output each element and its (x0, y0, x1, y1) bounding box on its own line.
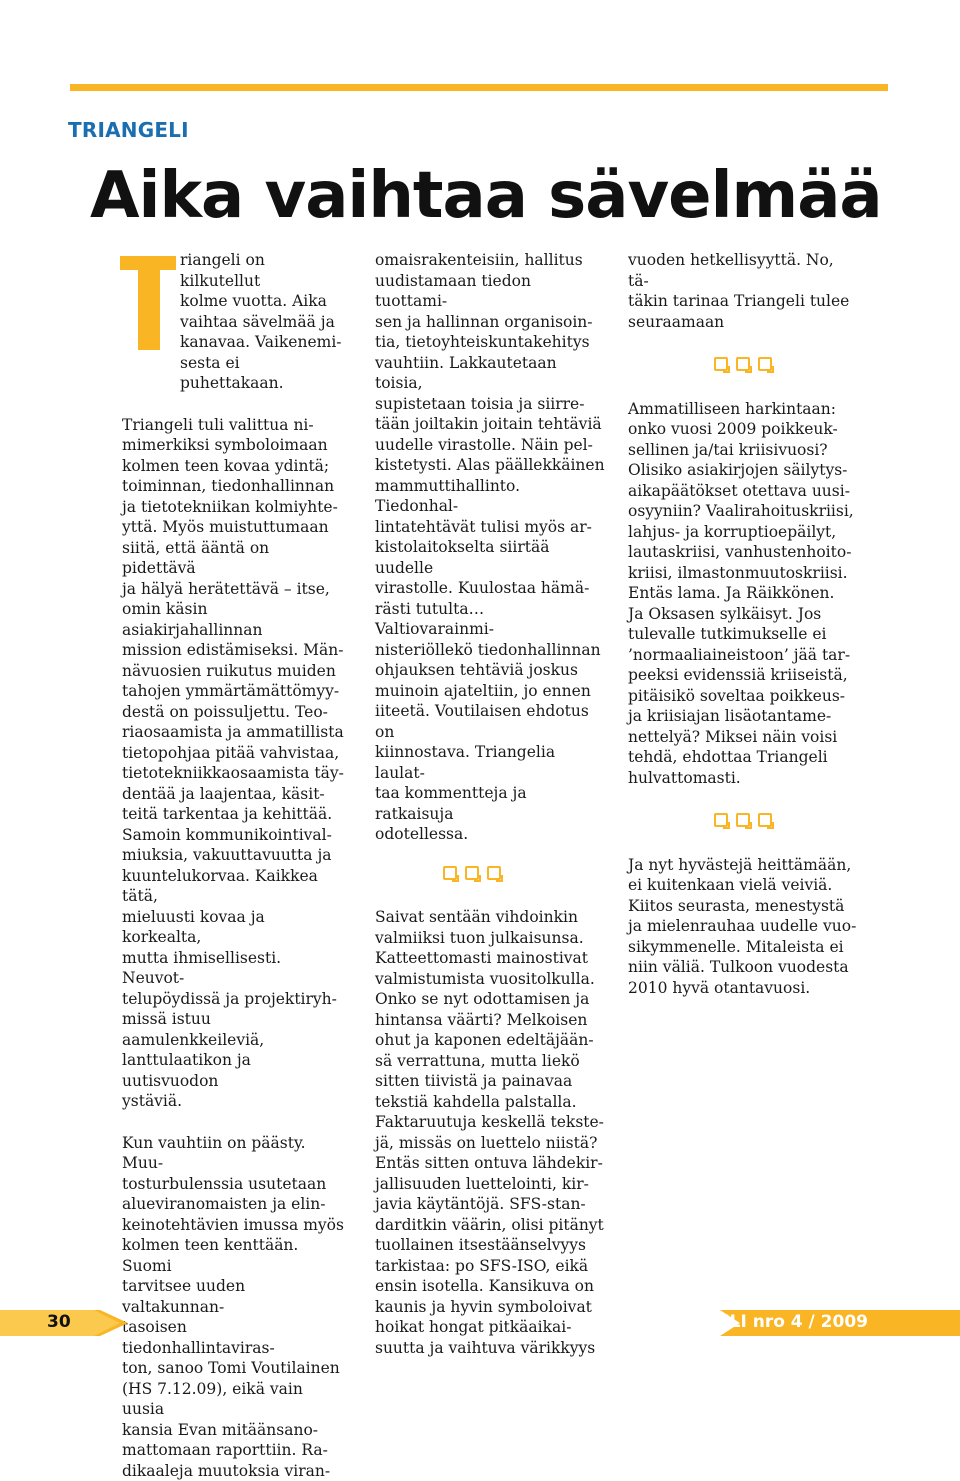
text-line: Onko se nyt odottamisen ja (375, 989, 605, 1010)
article-headline: Aika vaihtaa sävelmää (90, 156, 882, 236)
article-column-1 (122, 250, 344, 1481)
article-column-3 (628, 250, 858, 998)
text-line: sikymmenelle. Mitaleista ei (628, 937, 858, 958)
text-line: tietopohjaa pitää vahvistaa, (122, 743, 344, 764)
text-line: kriisi, ilmastonmuutoskriisi. (628, 563, 858, 584)
text-line: supistetaan toisia ja siirre- (375, 394, 605, 415)
text-line: ystäviä. (122, 1091, 344, 1112)
text-line: kistetysti. Alas päällekkäinen (375, 455, 605, 476)
text-line: kistolaitokselta siirtää uudelle (375, 537, 605, 578)
paragraph (375, 250, 605, 845)
text-line: sellinen ja/tai kriisivuosi? (628, 440, 858, 461)
text-line: täkin tarinaa Triangeli tulee (628, 291, 858, 312)
text-line: lintatehtävät tulisi myös ar- (375, 517, 605, 538)
text-line: hulvattomasti. (628, 768, 858, 789)
text-line: Samoin kommunikointival- (122, 825, 344, 846)
issue-label: FAILI nro 4 / 2009 (701, 1312, 869, 1332)
text-line: keinotehtävien imussa myös (122, 1215, 344, 1236)
text-line: mutta ihmisellisesti. Neuvot- (122, 948, 344, 989)
text-line: pitäisikö soveltaa poikkeus- (628, 686, 858, 707)
text-line: miuksia, vakuuttavuutta ja (122, 845, 344, 866)
text-line: Olisiko asiakirjojen säilytys- (628, 460, 858, 481)
section-separator (375, 865, 605, 886)
text-line: kanavaa. Vaikenemi- (180, 332, 344, 353)
section-label: TRIANGELI (68, 118, 189, 142)
text-line: Saivat sentään vihdoinkin (375, 907, 605, 928)
section-separator (628, 356, 858, 377)
text-line: tasoisen tiedonhallintaviras- (122, 1317, 344, 1358)
text-line: ensin isotella. Kansikuva on (375, 1276, 605, 1297)
text-line: ja hälyä herätettävä – itse, (122, 579, 344, 600)
text-line: tietotekniikkaosaamista täy- (122, 763, 344, 784)
text-line: nisteriöllekö tiedonhallinnan (375, 640, 605, 661)
paragraph (628, 399, 858, 789)
text-line: javia käytäntöjä. SFS-stan- (375, 1194, 605, 1215)
text-line: ja mielenrauhaa uudelle vuo- (628, 916, 858, 937)
text-line: seuraamaan (628, 312, 858, 333)
text-line: kolmen teen kenttään. Suomi (122, 1235, 344, 1276)
text-line: missä istuu aamulenkkeileviä, (122, 1009, 344, 1050)
text-line: ja kriisiajan lisäotantame- (628, 706, 858, 727)
text-line: ’normaaliaineistoon’ jää tar- (628, 645, 858, 666)
text-line: hintansa väärti? Melkoisen (375, 1010, 605, 1031)
paragraph (628, 855, 858, 999)
box-bullet-icon (465, 866, 479, 880)
text-line: riangeli on kilkutellut (180, 250, 344, 291)
text-line: Katteettomasti mainostivat (375, 948, 605, 969)
text-line: toiminnan, tiedonhallinnan (122, 476, 344, 497)
text-line: sesta ei puhettakaan. (180, 353, 344, 394)
text-line: tehdä, ehdottaa Triangeli (628, 747, 858, 768)
text-line: valmiiksi tuon julkaisunsa. (375, 928, 605, 949)
text-line: jä, missäs on luettelo niistä? (375, 1133, 605, 1154)
box-bullet-icon (736, 357, 750, 371)
paragraph (122, 1133, 344, 1481)
text-line: Entäs sitten ontuva lähdekir- (375, 1153, 605, 1174)
box-bullet-icon (487, 866, 501, 880)
article-column-2 (375, 250, 605, 1358)
text-line: sen ja hallinnan organisoin- (375, 312, 605, 333)
text-line: sä verrattuna, mutta liekö (375, 1051, 605, 1072)
text-line: suutta ja vaihtuva värikkyys (375, 1338, 605, 1359)
text-line: hoikat hongat pitkäaikai- (375, 1317, 605, 1338)
text-line: ja tietotekniikan kolmiyhte- (122, 497, 344, 518)
text-line: tarvitsee uuden valtakunnan- (122, 1276, 344, 1317)
section-separator (628, 812, 858, 833)
text-line: tuollainen itsestäänselvyys (375, 1235, 605, 1256)
text-line: tahojen ymmärtämättömyy- (122, 681, 344, 702)
text-line: mimerkiksi symboloimaan (122, 435, 344, 456)
text-line: yttä. Myös muistuttumaan (122, 517, 344, 538)
text-line: destä on poissuljettu. Teo- (122, 702, 344, 723)
text-line: teitä tarkentaa ja kehittää. (122, 804, 344, 825)
text-line: dentää ja laajentaa, käsit- (122, 784, 344, 805)
box-bullet-icon (758, 357, 772, 371)
text-line: vaihtaa sävelmää ja (180, 312, 344, 333)
text-line: nävuosien ruikutus muiden (122, 661, 344, 682)
text-line: taa kommentteja ja ratkaisuja (375, 783, 605, 824)
text-line: kolmen teen kovaa ydintä; (122, 456, 344, 477)
text-line: vauhtiin. Lakkautetaan toisia, (375, 353, 605, 394)
text-line: onko vuosi 2009 poikkeuk- (628, 419, 858, 440)
text-line: uudelle virastolle. Näin pel- (375, 435, 605, 456)
text-line: tosturbulenssia usutetaan (122, 1174, 344, 1195)
text-line: kiinnostava. Triangelia laulat- (375, 742, 605, 783)
text-line: tään joiltakin joitain tehtäviä (375, 414, 605, 435)
text-line: alueviranomaisten ja elin- (122, 1194, 344, 1215)
text-line: ton, sanoo Tomi Voutilainen (122, 1358, 344, 1379)
text-line: mission edistämiseksi. Män- (122, 640, 344, 661)
text-line: Triangeli tuli valittua ni- (122, 415, 344, 436)
text-line: lanttulaatikon ja uutisvuodon (122, 1050, 344, 1091)
text-line: Ammatilliseen harkintaan: (628, 399, 858, 420)
paragraph (628, 250, 858, 332)
text-line: lahjus- ja korruptioepäilyt, (628, 522, 858, 543)
text-line: muinoin ajateltiin, jo ennen (375, 681, 605, 702)
text-line: Faktaruutuja keskellä tekste- (375, 1112, 605, 1133)
text-line: darditkin väärin, olisi pitänyt (375, 1215, 605, 1236)
text-line: niin väliä. Tulkoon vuodesta (628, 957, 858, 978)
text-line: valmistumista vuositolkulla. (375, 969, 605, 990)
text-line: Entäs lama. Ja Räikkönen. (628, 583, 858, 604)
text-line: jallisuuden luettelointi, kir- (375, 1174, 605, 1195)
text-line: dikaaleja muutoksia viran- (122, 1461, 344, 1481)
text-line: virastolle. Kuulostaa hämä- (375, 578, 605, 599)
text-line: tia, tietoyhteiskuntakehitys (375, 332, 605, 353)
text-line: peeksi evidenssiä kriiseistä, (628, 665, 858, 686)
text-line: sitten tiivistä ja painavaa (375, 1071, 605, 1092)
text-line: omaisrakenteisiin, hallitus (375, 250, 605, 271)
box-bullet-icon (736, 813, 750, 827)
box-bullet-icon (758, 813, 772, 827)
text-line: (HS 7.12.09), eikä vain uusia (122, 1379, 344, 1420)
text-line: omin käsin asiakirjahallinnan (122, 599, 344, 640)
box-bullet-icon (714, 357, 728, 371)
text-line: mieluusti kovaa ja korkealta, (122, 907, 344, 948)
text-line: rästi tutulta… Valtiovarainmi- (375, 599, 605, 640)
text-line: tarkistaa: po SFS-ISO, eikä (375, 1256, 605, 1277)
text-line: uudistamaan tiedon tuottami- (375, 271, 605, 312)
text-line: ei kuitenkaan vielä veiviä. (628, 875, 858, 896)
text-line: kuuntelukorvaa. Kaikkea tätä, (122, 866, 344, 907)
text-line: ohjauksen tehtäviä joskus (375, 660, 605, 681)
text-line: Ja nyt hyvästejä heittämään, (628, 855, 858, 876)
text-line: lautaskriisi, vanhustenhoito- (628, 542, 858, 563)
text-line: telupöydissä ja projektiryh- (122, 989, 344, 1010)
paragraph (122, 415, 344, 1112)
text-line: osyyniin? Vaalirahoituskriisi, (628, 501, 858, 522)
text-line: riaosaamista ja ammatillista (122, 722, 344, 743)
page-number: 30 (47, 1312, 71, 1332)
box-bullet-icon (443, 866, 457, 880)
text-line: kolme vuotta. Aika (180, 291, 344, 312)
text-line: kansia Evan mitäänsano- (122, 1420, 344, 1441)
text-line: siitä, että ääntä on pidettävä (122, 538, 344, 579)
text-line: vuoden hetkellisyyttä. No, tä- (628, 250, 858, 291)
text-line: Kun vauhtiin on päästy. Muu- (122, 1133, 344, 1174)
text-line: Ja Oksasen sylkäisyt. Jos (628, 604, 858, 625)
dropcap-t-icon (120, 256, 176, 350)
text-line: tekstiä kahdella palstalla. (375, 1092, 605, 1113)
text-line: aikapäätökset otettava uusi- (628, 481, 858, 502)
paragraph (375, 907, 605, 1358)
text-line: 2010 hyvä otantavuosi. (628, 978, 858, 999)
text-line: Kiitos seurasta, menestystä (628, 896, 858, 917)
text-line: nettelyä? Miksei näin voisi (628, 727, 858, 748)
text-line: mattomaan raporttiin. Ra- (122, 1440, 344, 1461)
text-line: kaunis ja hyvin symboloivat (375, 1297, 605, 1318)
text-line: tulevalle tutkimukselle ei (628, 624, 858, 645)
text-line: odotellessa. (375, 824, 605, 845)
text-line: iiteetä. Voutilaisen ehdotus on (375, 701, 605, 742)
text-line: mammuttihallinto. Tiedonhal- (375, 476, 605, 517)
box-bullet-icon (714, 813, 728, 827)
top-accent-rule (70, 84, 888, 91)
text-line: ohut ja kaponen edeltäjään- (375, 1030, 605, 1051)
